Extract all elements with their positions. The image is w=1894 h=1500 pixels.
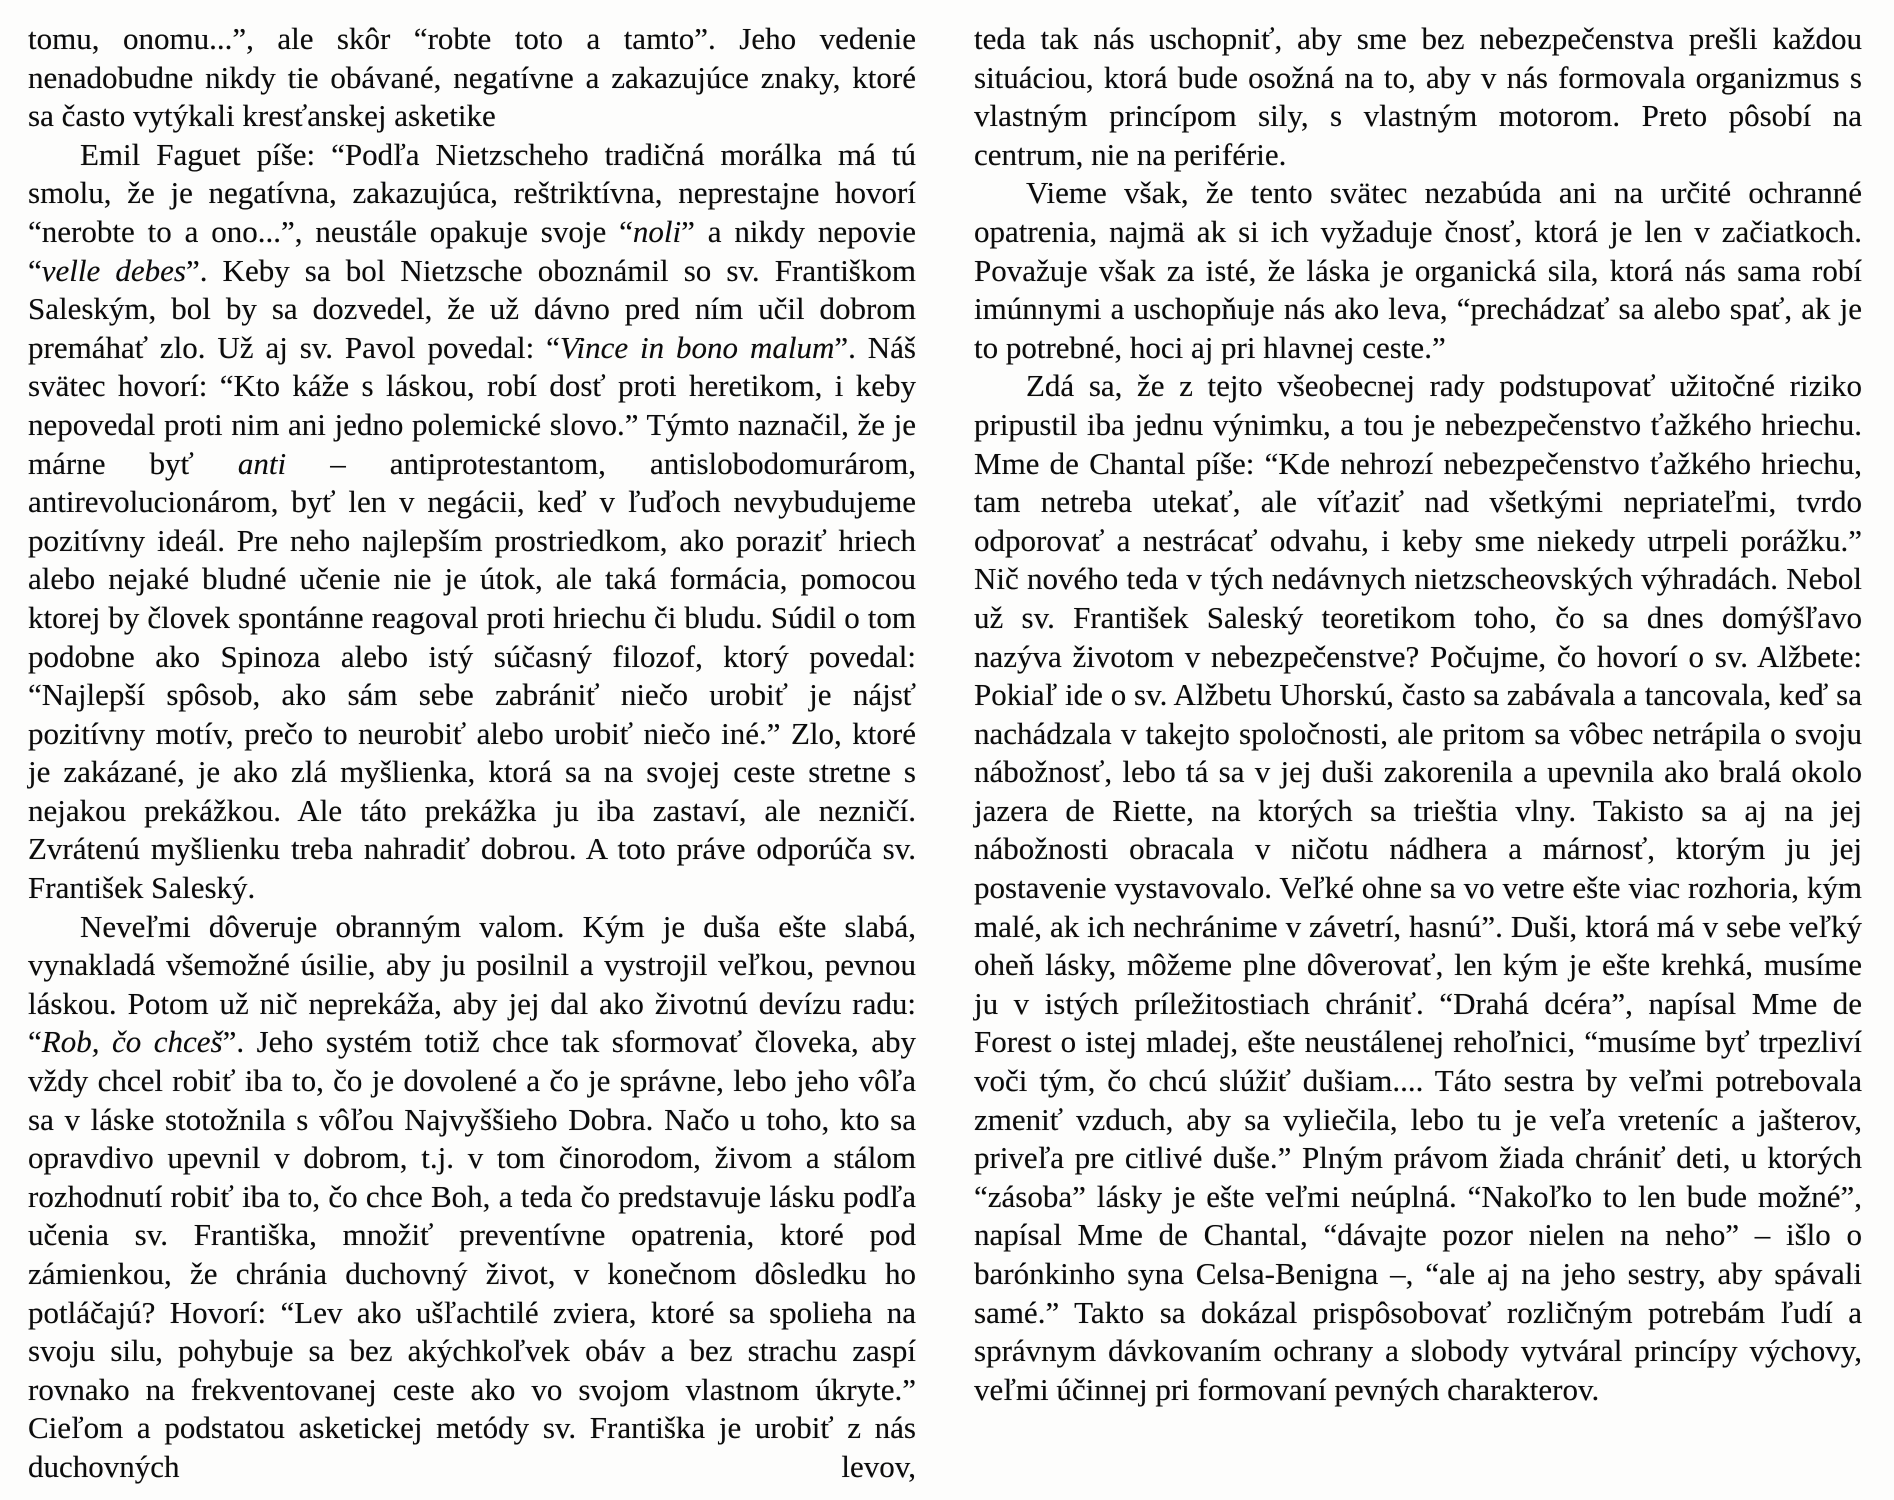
text-run: Vieme však, že tento svätec nezabúda ani na určité ochranné opatrenia, najmä ak si ich vyžaduje čnosť, ktorá je len v začiatkoch. Považuje však za isté, že láska je organická sila, ktorá nás sama robí imúnnymi a uschopňuje nás ako leva, “prechádzať sa alebo spať, ak je to potrebné, hoci aj pri hlavnej ceste.” [974,175,1862,365]
italic-text-run: noli [632,213,682,249]
text-column-right [974,20,1862,1500]
paragraph [28,136,916,908]
text-run: ” a nikdy nepovie “ [28,213,916,288]
italic-text-run: Rob, čo chceš [41,1024,223,1060]
paragraph [28,908,916,1487]
italic-text-run: velle debes [41,252,186,288]
text-run: – antiprotestantom, antislobodomurárom, antirevolucionárom, byť len v negácii, keď v ľuďoch nevybudujeme pozitívny ideál. Pre neho najlepším prostriedkom, ako poraziť hriech alebo nejaké bludné učenie nie je útok, ale taká formácia, pomocou ktorej by človek spontánne reagoval proti hriechu či bludu. Súdil o tom podobne ako Spinoza alebo istý súčasný filozof, ktorý povedal: “Najlepší spôsob, ako sám sebe zabrániť niečo urobiť je nájsť pozitívny motív, prečo to neurobiť alebo urobiť niečo iné.” Zlo, ktoré je zakázané, je ako zlá myšlienka, ktorá sa na svojej ceste stretne s nejakou prekážkou. Ale táto prekážka ju iba zastaví, ale nezničí. Zvrátenú myšlienku treba nahradiť dobrou. A toto práve odporúča sv. František Saleský. [28,445,916,906]
italic-text-run: anti [237,445,287,481]
italic-text-run: Vince in bono malum [559,329,835,365]
text-run: Neveľmi dôveruje obranným valom. Kým je duša ešte slabá, vynakladá všemožné úsilie, aby ju posilnil a vystrojil veľkou, pevnou láskou. Potom už nič neprekáža, aby jej dal ako životnú devízu radu: “ [28,908,916,1060]
text-run: Emil Faguet píše: “Podľa Nietzscheho tradičná morálka má tú smolu, že je negatívna, zakazujúca, reštriktívna, neprestajne hovorí “nerobte to a ono...”, neustále opakuje svoje “ [28,136,916,249]
text-run: teda tak nás uschopniť, aby sme bez nebezpečenstva prešli každou situáciou, ktorá bude osožná na to, aby v nás formovala organizmus s vlastným princípom sily, s vlastným motorom. Preto pôsobí na centrum, nie na periférie. [974,21,1862,172]
paragraph [28,20,916,136]
text-run: ”. Náš svätec hovorí: “Kto káže s láskou, robí dosť proti heretikom, i keby nepovedal proti nim ani jedno polemické slovo.” Týmto naznačil, že je márne byť [28,329,916,481]
text-run: Zdá sa, že z tejto všeobecnej rady podstupovať užitočné riziko pripustil iba jednu výnimku, a tou je nebezpečenstvo ťažkého hriechu. Mme de Chantal píše: “Kde nehrozí nebezpečenstvo ťažkého hriechu, tam netreba utekať, ale víťaziť nad všetkými nepriateľmi, tvrdo odporovať a nestrácať odvahu, i keby sme niekedy utrpeli porážku.” Nič nového teda v tých nedávnych nietzscheovských výhradách. Nebol už sv. František Saleský teoretikom toho, čo sa dnes domýšľavo nazýva životom v nebezpečenstve? Počujme, čo hovorí o sv. Alžbete: Pokiaľ ide o sv. Alžbetu Uhorskú, často sa zabávala a tancovala, keď sa nachádzala v takejto spoločnosti, ale pritom sa vôbec netrápila o svoju nábožnosť, lebo tá sa v jej duši zakorenila a upevnila ako bralá okolo jazera de Riette, na ktorých sa trieštia vlny. Takisto sa aj na jej nábožnosti obracala v ničotu nádhera a márnosť, ktorým ju jej postavenie vystavovalo. Veľké ohne sa vo vetre ešte viac rozhoria, kým malé, ak ich nechránime v závetrí, hasnú”. Duši, ktorá má v sebe veľký oheň lásky, môžeme plne dôverovať, len kým je ešte krehká, musíme ju v istých príležitostiach chrániť. “Drahá dcéra”, napísal Mme de Forest o istej mladej, ešte neustálenej rehoľnici, “musíme byť trpezliví voči tým, čo chcú slúžiť dušiam.... Táto sestra by veľmi potrebovala zmeniť vzduch, aby sa vyliečila, lebo tu je veľa vreteníc a jašterov, priveľa pre citlivé duše.” Plným právom žiada chrániť deti, u ktorých “zásoba” lásky je ešte veľmi neúplná. “Nakoľko to len bude možné”, napísal Mme de Chantal, “dávajte pozor nielen na neho” – išlo o barónkinho syna Celsa-Benigna –, “ale aj na jeho sestry, aby spávali samé.” Takto sa dokázal prispôsobovať rozličným potrebám ľudí a správnym dávkovaním ochrany a slobody vytváral princípy výchovy, veľmi účinnej pri formovaní pevných charakterov. [974,368,1862,1407]
text-run: ”. Jeho systém totiž chce tak sformovať človeka, aby vždy chcel robiť iba to, čo je dovolené a čo je správne, lebo jeho vôľa sa v láske stotožnila s vôľou Najvyššieho Dobra. Načo u toho, kto sa opravdivo upevnil v dobrom, t.j. v tom činorodom, živom a stálom rozhodnutí robiť iba to, čo chce Boh, a teda čo predstavuje lásku podľa učenia sv. Františka, množiť preventívne opatrenia, ktoré pod zámienkou, že chránia duchovný život, v konečnom dôsledku ho potláčajú? Hovorí: “Lev ako ušľachtilé zviera, ktoré sa spolieha na svoju silu, pohybuje sa bez akýchkoľvek obáv a bez strachu zaspí rovnako na frekventovanej ceste ako vo svojom vlastnom úkryte.” Cieľom a podstatou asketickej metódy sv. Františka je urobiť z nás duchovných levov, [28,1024,916,1484]
text-column-left [28,20,916,1500]
text-run: ”. Keby sa bol Nietzsche oboznámil so sv. Františkom Saleským, bol by sa dozvedel, že už dávno pred ním učil dobrom premáhať zlo. Už aj sv. Pavol povedal: “ [28,252,916,365]
paragraph [974,367,1862,1409]
text-run: tomu, onomu...”, ale skôr “robte toto a tamto”. Jeho vedenie nenadobudne nikdy tie obávané, negatívne a zakazujúce znaky, ktoré sa často vytýkali kresťanskej asketike [28,21,916,134]
paragraph [974,20,1862,174]
paragraph [974,174,1862,367]
